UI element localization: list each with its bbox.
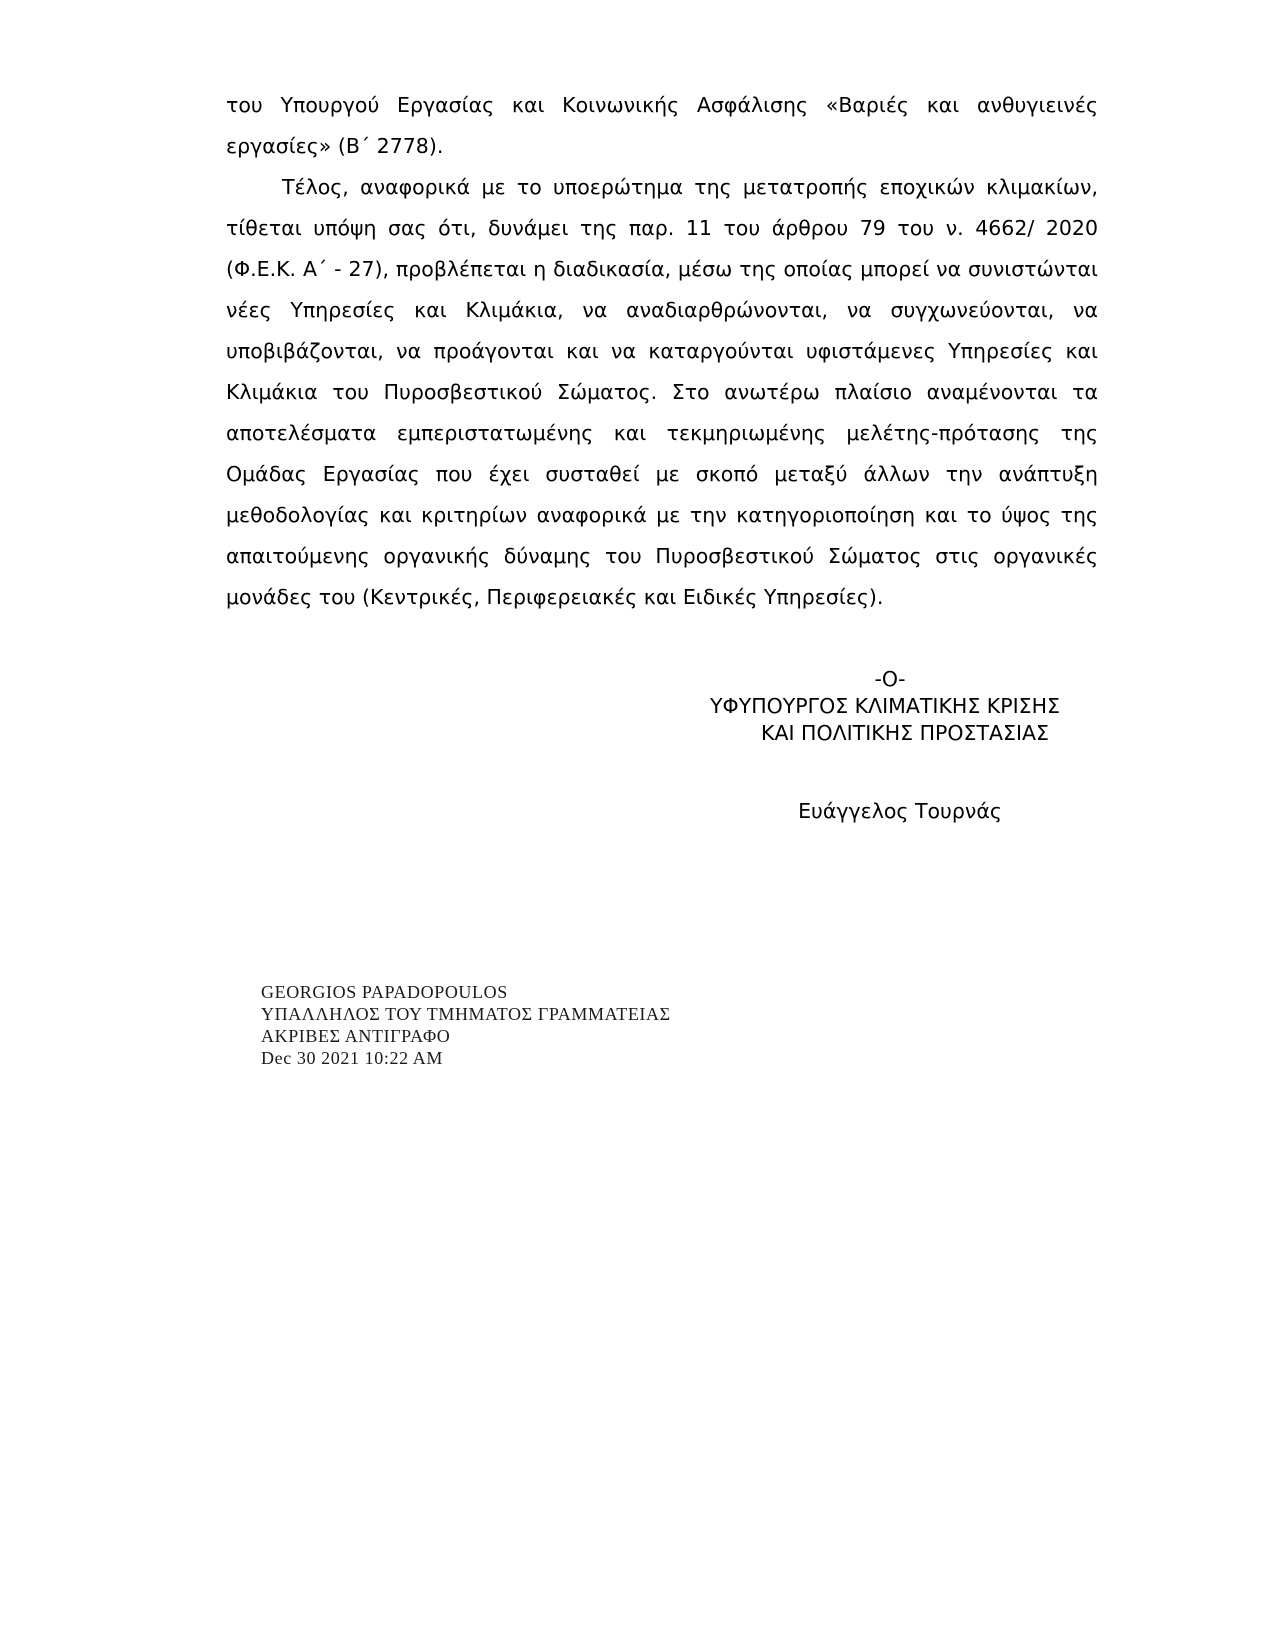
signatory-name: Ευάγγελος Τουρνάς (798, 799, 1002, 823)
body-paragraph-2: Τέλος, αναφορικά με το υποερώτημα της μετατροπής εποχικών κλιμακίων, τίθεται υπόψη σας ότι, δυνάμει της παρ. 11 του άρθρου 79 του ν. 4662/ 2020 (Φ.Ε.Κ. Α΄ - 27), προβλέπεται η διαδικασία, μέσω της οποίας μπορεί να συνιστώνται νέες Υπηρεσίες και Κλιμάκια, να αναδιαρθρώνονται, να συγχωνεύονται, να υποβιβάζονται, να προάγονται και να καταργούνται υφιστάμενες Υπηρεσίες και Κλιμάκια του Πυροσβεστικού Σώματος. Στο ανωτέρω πλαίσιο αναμένονται τα αποτελέσματα εμπεριστατωμένης και τεκμηριωμένης μελέτης-πρότασης της Ομάδας Εργασίας που έχει συσταθεί με σκοπό μεταξύ άλλων την ανάπτυξη μεθοδολογίας και κριτηρίων αναφορικά με την κατηγοριοποίηση και το ύψος της απαιτούμενης οργανικής δύναμης του Πυροσβεστικού Σώματος στις οργανικές μονάδες του (Κεντρικές, Περιφερειακές και Ειδικές Υπηρεσίες). (226, 175, 1098, 609)
certification-note: ΑΚΡΙΒΕΣ ΑΝΤΙΓΡΑΦΟ (261, 1026, 451, 1046)
signatory-title-line-2: ΚΑΙ ΠΟΛΙΤΙΚΗΣ ΠΡΟΣΤΑΣΙΑΣ (761, 721, 1049, 745)
signatory-title-line-1: ΥΦΥΠΟΥΡΓΟΣ ΚΛΙΜΑΤΙΚΗΣ ΚΡΙΣΗΣ (710, 694, 1060, 718)
signature-marker: -Ο- (874, 667, 906, 691)
certifier-role: ΥΠΑΛΛΗΛΟΣ ΤΟΥ ΤΜΗΜΑΤΟΣ ΓΡΑΜΜΑΤΕΙΑΣ (261, 1004, 671, 1024)
certifier-name: GEORGIOS PAPADOPOULOS (261, 982, 508, 1002)
body-paragraph-1: του Υπουργού Εργασίας και Κοινωνικής Ασφάλισης «Βαριές και ανθυγιεινές εργασίες» (Β΄ 2778). (226, 93, 1098, 158)
document-body (226, 85, 1098, 618)
certification-timestamp: Dec 30 2021 10:22 AM (261, 1048, 443, 1068)
certification-stamp (261, 981, 671, 1069)
